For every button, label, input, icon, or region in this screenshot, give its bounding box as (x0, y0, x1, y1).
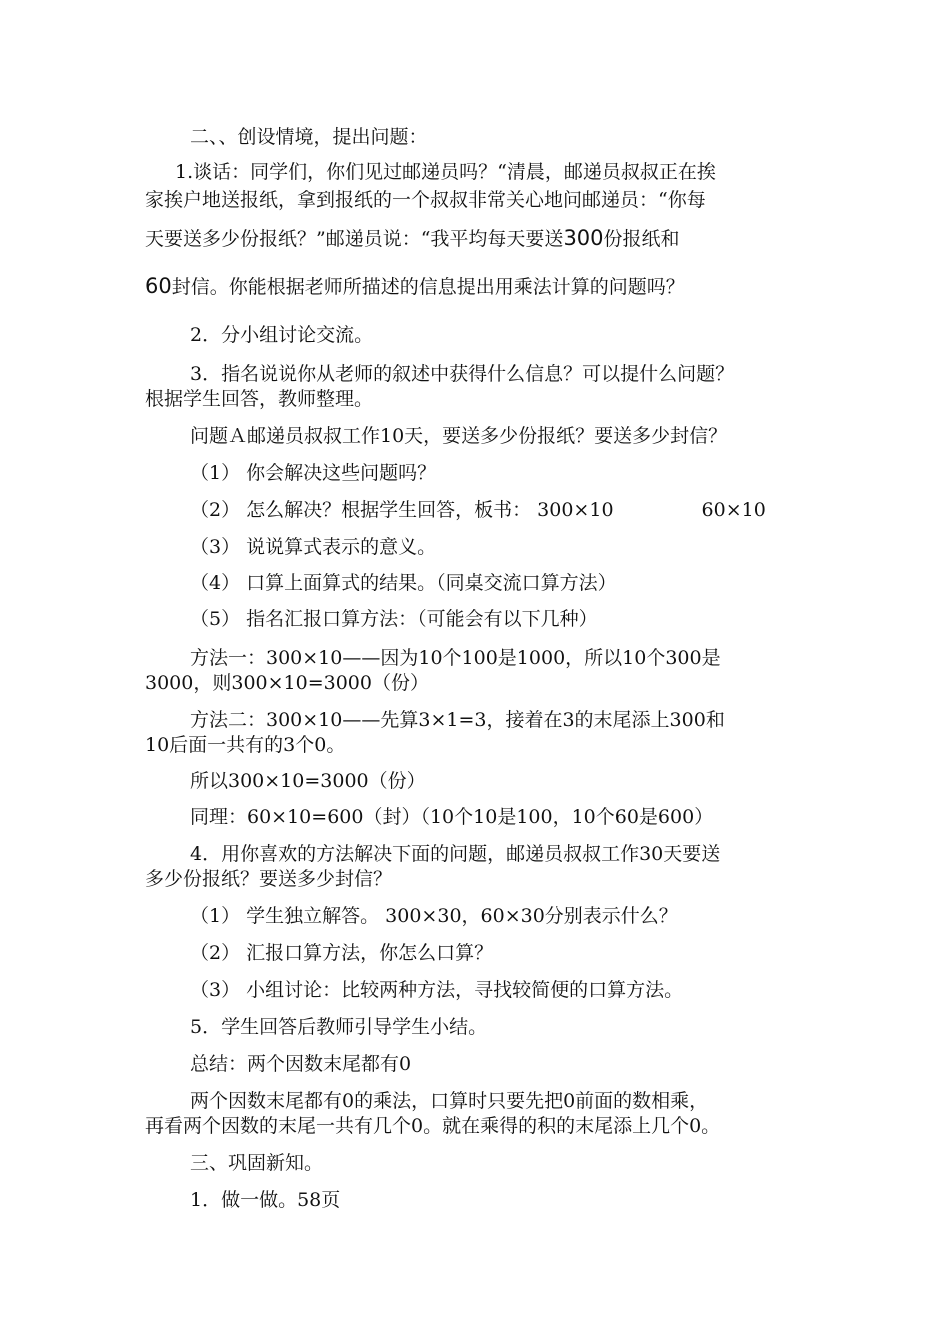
list-item: （3） 说说算式表示的意义。 (190, 536, 437, 558)
paragraph-line: 所以300×10=3000（份） (190, 770, 426, 792)
paragraph-line: 3．指名说说你从老师的叙述中获得什么信息？可以提什么问题？ (190, 363, 735, 385)
paragraph-line: 问题Ａ邮递员叔叔工作10天，要送多少份报纸？要送多少封信？ (190, 425, 728, 447)
paragraph-line: 两个因数末尾都有0的乘法，口算时只要先把0前面的数相乘， (190, 1090, 709, 1112)
list-item: （3） 小组讨论：比较两种方法，寻找较简便的口算方法。 (190, 979, 684, 1001)
paragraph-line: 10后面一共有的3个0。 (145, 734, 346, 756)
list-item: （1） 学生独立解答。 300×30，60×30分别表示什么？ (190, 905, 678, 927)
paragraph-line: 3000，则300×10=3000（份） (145, 672, 429, 694)
paragraph-line: 4．用你喜欢的方法解决下面的问题，邮递员叔叔工作30天要送 (190, 843, 721, 865)
number-text: 60 (145, 274, 172, 298)
list-item: （1） 你会解决这些问题吗？ (190, 462, 437, 484)
list-item: （2） 汇报口算方法，你怎么口算？ (190, 942, 494, 964)
paragraph-line: 5．学生回答后教师引导学生小结。 (190, 1016, 488, 1038)
paragraph-line: 同理：60×10=600（封）（10个10是100，10个60是600） (190, 806, 714, 828)
number-text: 300 (563, 226, 604, 250)
paragraph-line: 方法二：300×10——先算3×1=3，接着在3的末尾添上300和 (190, 709, 725, 731)
list-item (190, 497, 870, 523)
text-fragment: 封信。你能根据老师所描述的信息提出用乘法计算的问题吗？ (171, 276, 685, 298)
text-fragment: 份报纸和 (603, 228, 680, 250)
paragraph-line (145, 273, 825, 300)
paragraph-line: 2．分小组讨论交流。 (190, 324, 374, 346)
paragraph-line: 多少份报纸？要送多少封信？ (145, 868, 393, 890)
text-fragment: （2） 怎么解决？根据学生回答，板书： 300×10 (190, 499, 614, 521)
section-heading: 二、、创设情境，提出问题： (190, 126, 428, 148)
text-fragment: 天要送多少份报纸？”邮递员说：“我平均每天要送 (145, 228, 564, 250)
paragraph-line: 家挨户地送报纸，拿到报纸的一个叔叔非常关心地问邮递员：“你每 (145, 189, 706, 211)
paragraph-line: 方法一：300×10——因为10个100是1000，所以10个300是 (190, 647, 721, 669)
text-fragment: 60×10 (701, 499, 766, 521)
paragraph-line (145, 225, 825, 252)
list-item: （4） 口算上面算式的结果。（同桌交流口算方法） (190, 572, 617, 594)
section-heading: 三、巩固新知。 (190, 1152, 324, 1174)
paragraph-line: 1．做一做。58页 (190, 1189, 341, 1211)
list-item: （5） 指名汇报口算方法：（可能会有以下几种） (190, 608, 598, 630)
paragraph-line: 根据学生回答，教师整理。 (145, 388, 374, 410)
paragraph-line: 1.谈话：同学们，你们见过邮递员吗？“清晨，邮递员叔叔正在挨 (175, 161, 716, 183)
paragraph-line: 再看两个因数的末尾一共有几个0。就在乘得的积的末尾添上几个0。 (145, 1115, 721, 1137)
paragraph-line: 总结：两个因数末尾都有0 (190, 1053, 412, 1075)
